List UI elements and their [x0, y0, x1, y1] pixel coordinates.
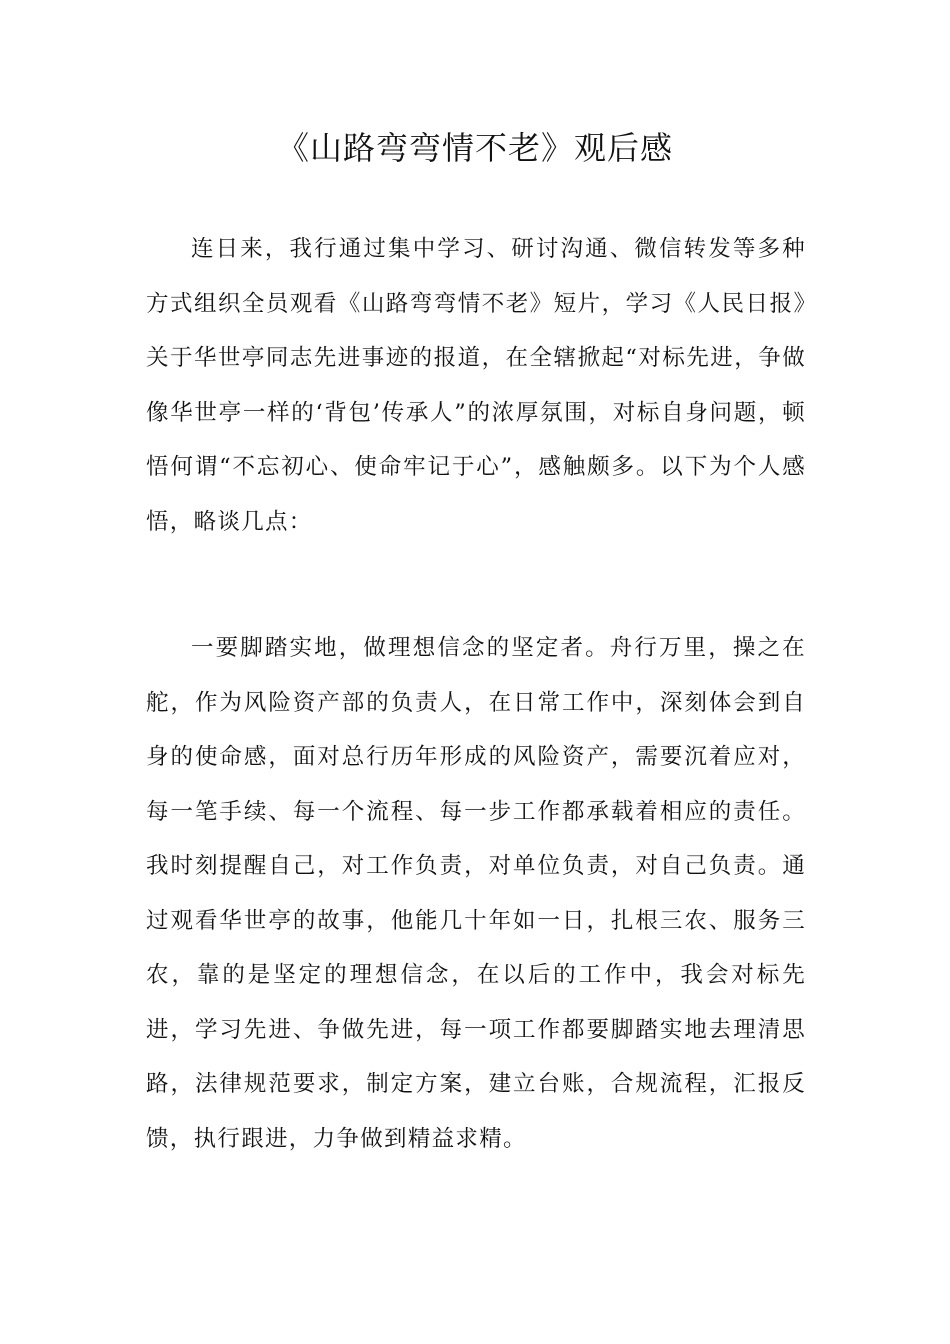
document-title: 《山路弯弯情不老》观后感: [276, 129, 673, 167]
paragraph-point-one: 一要脚踏实地，做理想信念的坚定者。舟行万里，操之在舵，作为风险资产部的负责人，在日常工作中，深刻体会到自身的使命感，面对总行历年形成的风险资产，需要沉着应对，每一笔手续、每一个流程、每一步工作都承载着相应的责任。我时刻提醒自己，对工作负责，对单位负责，对自己负责。通过观看华世亭的故事，他能几十年如一日，扎根三农、服务三农，靠的是坚定的理想信念，在以后的工作中，我会对标先进，学习先进、争做先进，每一项工作都要脚踏实地去理清思路，法律规范要求，制定方案，建立台账，合规流程，汇报反馈，执行跟进，力争做到精益求精。: [146, 635, 806, 1152]
paragraph-intro: 连日来，我行通过集中学习、研讨沟通、微信转发等多种方式组织全员观看《山路弯弯情不老》短片，学习《人民日报》关于华世亭同志先进事迹的报道，在全辖掀起“对标先进，争做像华世亭一样的‘背包’传承人”的浓厚氛围，对标自身问题，顿悟何谓“不忘初心、使命牢记于心”，感触颇多。以下为个人感悟，略谈几点：: [146, 236, 806, 535]
